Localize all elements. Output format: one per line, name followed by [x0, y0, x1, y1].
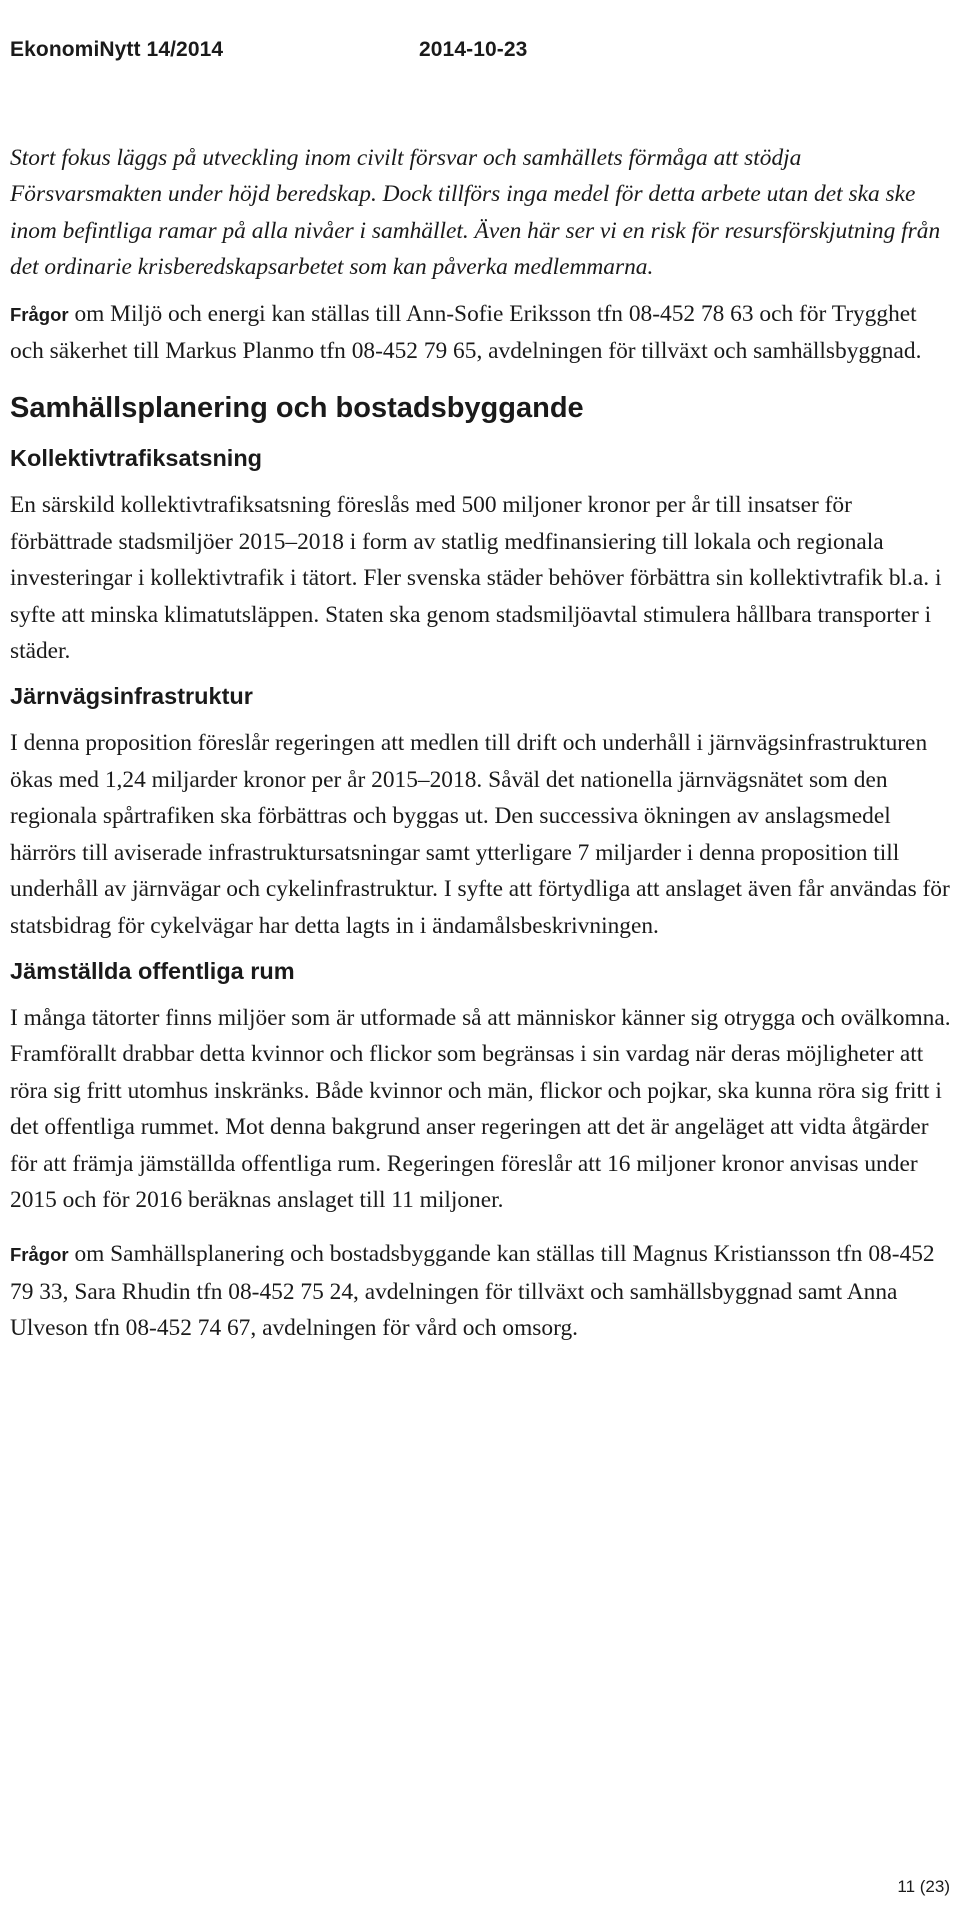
intro-paragraph: Stort fokus läggs på utveckling inom civilt försvar och samhällets förmåga att stödja Försvarsmakten under höjd beredskap. Dock tillförs inga medel för detta arbete utan det ska ske inom befintliga ramar på alla nivåer i samhället. Även här ser vi en risk för resursförskjutning från det ordinarie krisberedskapsarbetet som kan påverka medlemmarna. — [10, 145, 941, 281]
publication-date: 2014-10-23 — [419, 38, 528, 61]
subsection-text-kollektivtrafik: En särskild kollektivtrafiksatsning föreslås med 500 miljoner kronor per år till insatser för förbättrade stadsmiljöer 2015–2018 i form av statlig medfinansiering till lokala och regionala investeringar i kollektivtrafik i tätort. Fler svenska städer behöver förbättra sin kollektivtrafik bl.a. i syfte att minska klimatutsläppen. Staten ska genom stadsmiljöavtal stimulera hållbara transporter i städer. — [10, 492, 942, 665]
questions-lead-1: Frågor — [10, 303, 69, 325]
questions-paragraph-1 — [10, 296, 955, 370]
page-header — [10, 38, 528, 62]
main-content — [10, 140, 955, 1359]
questions-text-1: om Miljö och energi kan ställas till Ann-Sofie Eriksson tfn 08-452 78 63 och för Trygghet och säkerhet till Markus Planmo tfn 08-452 79 65, avdelningen för tillväxt och samhällsbyggnad. — [10, 300, 922, 365]
subsection-text-jarnvag: I denna proposition föreslår regeringen att medlen till drift och underhåll i järnvägsinfrastrukturen ökas med 1,24 miljarder kronor per år 2015–2018. Såväl det nationella järnvägsnätet som den regionala spårtrafiken ska förbättras och byggas ut. Den successiva ökningen av anslagsmedel härrörs till aviserade infrastruktursatsningar samt ytterligare 7 miljarder i denna proposition till underhåll av järnvägar och cykelinfrastruktur. I syfte att förtydliga att anslaget även får användas för statsbidrag för cykelvägar har detta lagts in i ändamålsbeskrivningen. — [10, 730, 950, 939]
subsection-title-kollektivtrafik: Kollektivtrafiksatsning — [10, 445, 263, 472]
subsection-title-jamstallda: Jämställda offentliga rum — [10, 957, 295, 984]
section-title: Samhällsplanering och bostadsbyggande — [10, 392, 584, 425]
publication-title: EkonomiNytt 14/2014 — [10, 38, 224, 61]
page-number: 11 (23) — [897, 1877, 950, 1896]
questions-lead-2: Frågor — [10, 1244, 69, 1266]
subsection-text-jamstallda: I många tätorter finns miljöer som är utformade så att människor känner sig otrygga och ovälkomna. Framförallt drabbar detta kvinnor och flickor som begränsas i sin vardag när deras möjligheter att röra sig fritt utomhus inskränks. Både kvinnor och män, flickor och pojkar, ska kunna röra sig fritt i det offentliga rummet. Mot denna bakgrund anser regeringen att det är angeläget att vidta åtgärder för att främja jämställda offentliga rum. Regeringen föreslår att 16 miljoner kronor anvisas under 2015 och för 2016 beräknas anslaget till 11 miljoner. — [10, 1004, 951, 1213]
subsection-title-jarnvag: Järnvägsinfrastruktur — [10, 683, 253, 710]
questions-paragraph-2 — [10, 1236, 955, 1346]
questions-text-2: om Samhällsplanering och bostadsbyggande kan ställas till Magnus Kristiansson tfn 08-452 79 33, Sara Rhudin tfn 08-452 75 24, avdelningen för tillväxt och samhällsbyggnad samt Anna Ulveson tfn 08-452 74 67, avdelningen för vård och omsorg. — [10, 1241, 935, 1342]
